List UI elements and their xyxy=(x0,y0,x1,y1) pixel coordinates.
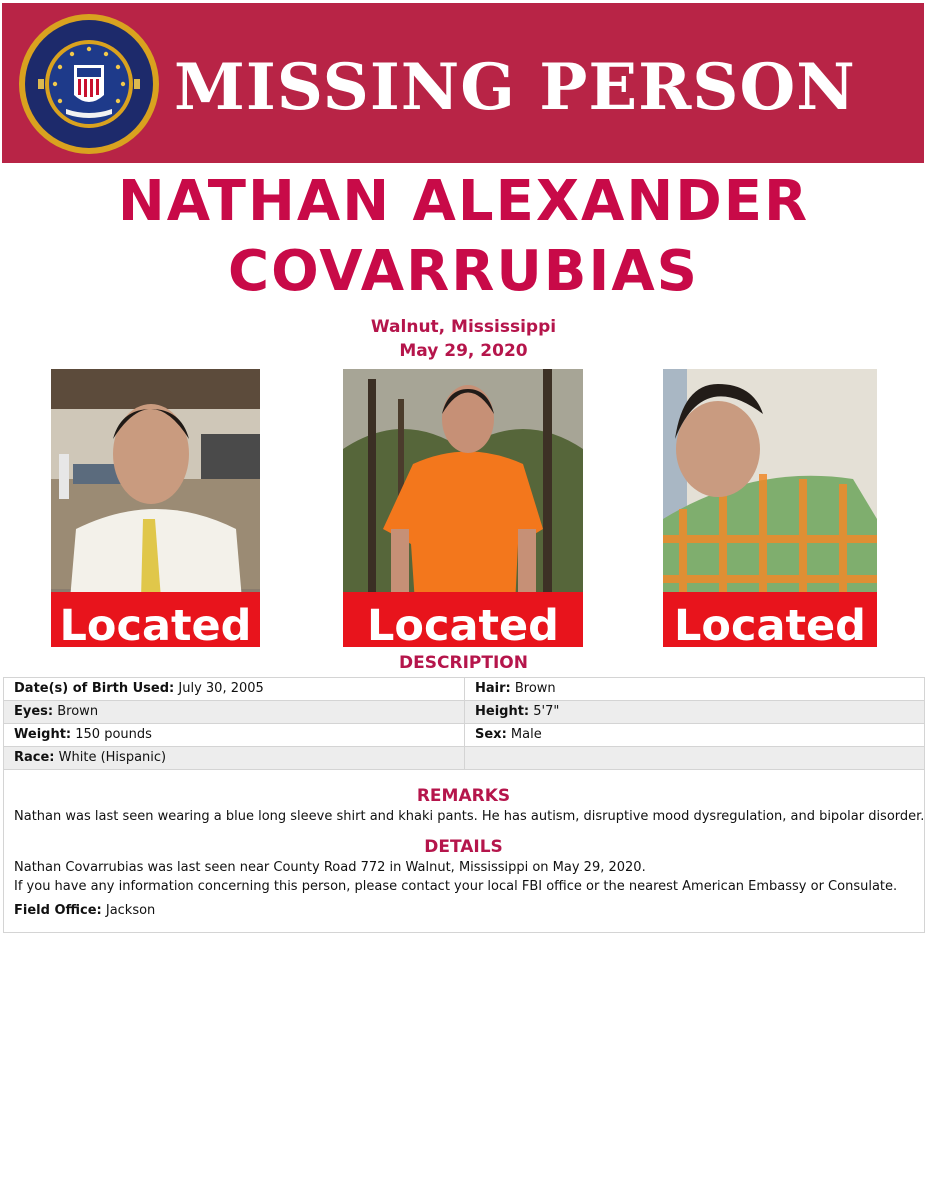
table-cell xyxy=(465,701,925,724)
last-seen-location: Walnut, Mississippi xyxy=(370,317,557,337)
field-office-label: Field Office: xyxy=(14,903,102,918)
table-cell xyxy=(465,724,925,747)
details-text-2: If you have any information concerning this person, please contact your local FBI office or the nearest American Embassy or Consulate. xyxy=(14,879,898,894)
remarks-text: Nathan was last seen wearing a blue long sleeve shirt and khaki pants. He has autism, disruptive mood dysregulation, and bipolar disorder. xyxy=(14,809,925,824)
field-value: 150 pounds xyxy=(75,727,152,742)
field-value: Brown xyxy=(514,681,556,696)
table-row xyxy=(4,724,925,747)
details-heading: DETAILS xyxy=(424,837,503,857)
field-label: Eyes: xyxy=(14,704,54,719)
table-row xyxy=(4,678,925,701)
person-photo-1 xyxy=(51,369,260,647)
missing-date: May 29, 2020 xyxy=(399,341,528,361)
located-label-2: Located xyxy=(343,592,583,647)
table-row xyxy=(4,747,925,770)
field-label: Date(s) of Birth Used: xyxy=(14,681,175,696)
person-photo-3 xyxy=(663,369,877,647)
description-heading: DESCRIPTION xyxy=(399,653,528,673)
person-name-line-2: COVARRUBIAS xyxy=(228,239,699,304)
field-label: Sex: xyxy=(475,727,507,742)
description-table xyxy=(3,677,925,770)
banner-title: MISSING PERSON xyxy=(174,50,856,125)
details-text-1: Nathan Covarrubias was last seen near County Road 772 in Walnut, Mississippi on May 29, 2020. xyxy=(14,860,646,875)
located-label-3: Located xyxy=(663,592,877,647)
table-cell xyxy=(4,724,465,747)
field-value: Brown xyxy=(57,704,99,719)
field-label: Height: xyxy=(475,704,530,719)
field-label: Race: xyxy=(14,750,55,765)
fbi-seal-icon xyxy=(18,13,160,155)
field-value: July 30, 2005 xyxy=(178,681,264,696)
table-cell xyxy=(465,678,925,701)
field-value: 5'7" xyxy=(533,704,560,719)
field-value: Male xyxy=(510,727,542,742)
table-cell xyxy=(4,678,465,701)
table-cell xyxy=(4,747,465,770)
table-cell xyxy=(4,701,465,724)
table-row xyxy=(4,701,925,724)
field-value: White (Hispanic) xyxy=(58,750,167,765)
located-label-1: Located xyxy=(51,592,260,647)
person-photo-2 xyxy=(343,369,583,647)
field-office xyxy=(14,902,914,920)
field-office-value: Jackson xyxy=(105,903,156,918)
field-label: Weight: xyxy=(14,727,72,742)
header-banner xyxy=(2,3,924,163)
table-cell xyxy=(465,747,925,770)
field-label: Hair: xyxy=(475,681,511,696)
remarks-heading: REMARKS xyxy=(416,786,511,806)
person-name-line-1: NATHAN ALEXANDER xyxy=(117,169,810,234)
